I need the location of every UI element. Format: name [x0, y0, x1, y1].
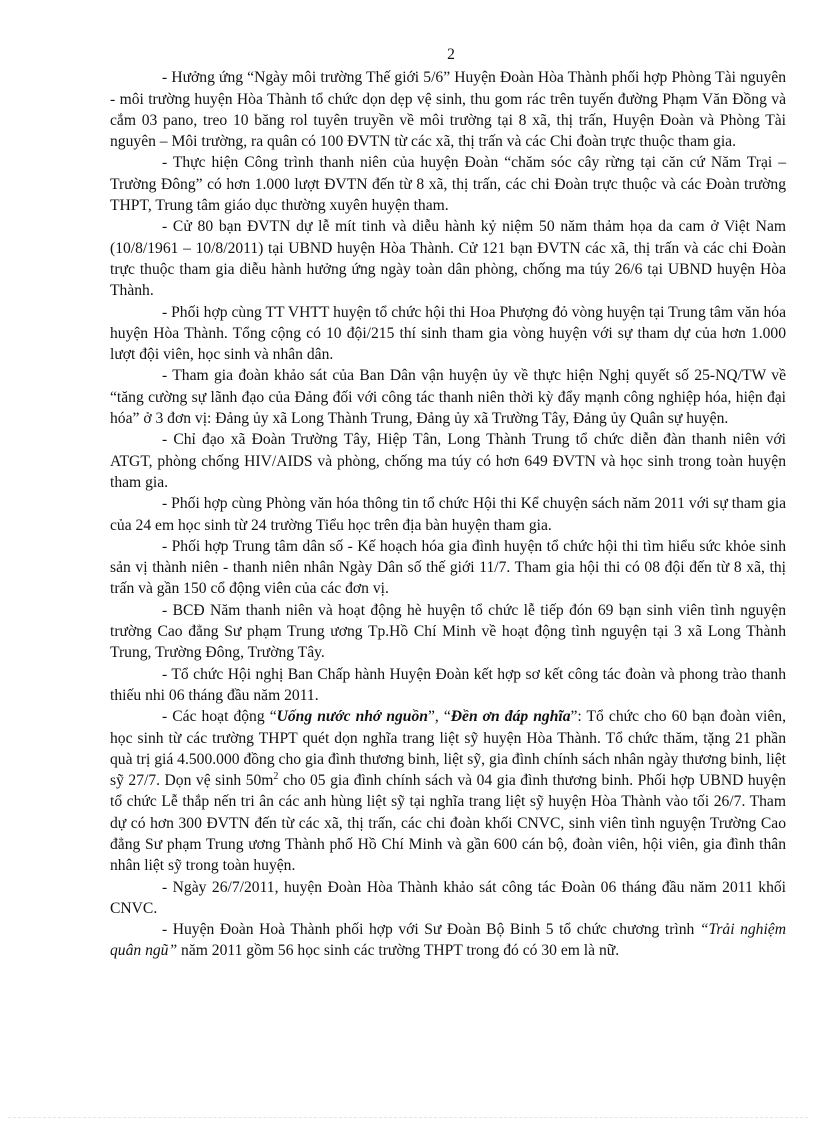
page-bottom-divider	[8, 1117, 808, 1118]
gratitude-text-1: Tổ chức cho 60 bạn đoàn viên, học sinh từ các trường THPT quét dọn nghĩa trang liệt sỹ huyện Hòa Thành. Tổ chức thăm, tặng 21 phần quà trị giá 4.500.000 đồng cho gia đình thương binh, liệt sỹ, gia đình chính sách nhân ngày thương binh, liệt sỹ 27/7. Dọn vệ sinh 50m	[110, 708, 786, 790]
gratitude-text-2: cho 05 gia đình chính sách và 04 gia đình thương binh. Phối hợp UBND huyện tổ chức Lễ thắp nến tri ân các anh hùng liệt sỹ tại nghĩa trang liệt sỹ huyện Hòa Thành vào tối 26/7. Tham dự có hơn 300 ĐVTN đến từ các xã, thị trấn, các chi đoàn khối CNVC, sinh viên tình nguyện Trường Cao đẳng Sư phạm Trung ương Thành phố Hồ Chí Minh và gần 600 cán bộ, đoàn viên, hội viên, gia đình thân nhân liệt sỹ trong toàn huyện.	[110, 772, 786, 875]
paragraph-forest-care: - Thực hiện Công trình thanh niên của huyện Đoàn “chăm sóc cây rừng tại căn cứ Năm Trại – Trường Đông” có hơn 1.000 lượt ĐVTN đến từ 8 xã, thị trấn, các chi Đoàn trực thuộc và các Đoàn trường THPT, Trung tâm giáo dục thường xuyên huyện tham.	[110, 154, 786, 215]
paragraph-population-contest: - Phối hợp Trung tâm dân số - Kế hoạch hóa gia đình huyện tổ chức hội thi tìm hiểu sức khỏe sinh sản vị thành niên - thanh niên nhân Ngày Dân số thế giới 11/7. Tham gia hội thi có 08 đội đến từ 8 xã, thị trấn và gần 150 cổ động viên của các đơn vị.	[110, 537, 786, 598]
gratitude-title-1: Uống nước nhớ nguồn	[276, 708, 428, 726]
paragraph-military-program	[110, 919, 786, 962]
paragraph-environment-day: - Hưởng ứng “Ngày môi trường Thế giới 5/6” Huyện Đoàn Hòa Thành phối hợp Phòng Tài nguyên - môi trường huyện Hòa Thành tổ chức dọn dẹp vệ sinh, thu gom rác trên tuyến đường Phạm Văn Đồng và cắm 03 pano, treo 10 băng rol tuyên truyền về môi trường tại 8 xã, thị trấn, Huyện Đoàn và Phòng Tài nguyên – Môi trường, ra quân có 100 ĐVTN từ các xã, thị trấn và các Chi đoàn trực thuộc tham gia.	[110, 69, 786, 151]
document-page	[110, 44, 786, 962]
gratitude-prefix: - Các hoạt động “	[162, 708, 277, 726]
gratitude-superscript: 2	[273, 770, 279, 782]
paragraph-executive-meeting: - Tổ chức Hội nghị Ban Chấp hành Huyện Đoàn kết hợp sơ kết công tác đoàn và phong trào thanh thiếu nhi 06 tháng đầu năm 2011.	[110, 665, 786, 704]
paragraph-volunteer-students: - BCĐ Năm thanh niên và hoạt động hè huyện tổ chức lễ tiếp đón 69 bạn sinh viên tình nguyện trường Cao đẳng Sư phạm Trung ương Tp.Hồ Chí Minh về hoạt động tình nguyện tại 3 xã Long Thành Trung, Trường Đông, Trường Tây.	[110, 601, 786, 662]
military-text-1: - Huyện Đoàn Hoà Thành phối hợp với Sư Đoàn Bộ Binh 5 tổ chức chương trình	[162, 921, 700, 939]
gratitude-suffix: ”:	[570, 708, 587, 726]
paragraph-agent-orange: - Cử 80 bạn ĐVTN dự lễ mít tinh và diễu hành kỷ niệm 50 năm thảm họa da cam ở Việt Nam (10/8/1961 – 10/8/2011) tại UBND huyện Hòa Thành. Cử 121 bạn ĐVTN các xã, thị trấn và các chi Đoàn trực thuộc tham gia diễu hành hưởng ứng ngày toàn dân phòng, chống ma túy 26/6 tại UBND huyện Hòa Thành.	[110, 218, 786, 300]
paragraph-youth-forum: - Chỉ đạo xã Đoàn Trường Tây, Hiệp Tân, Long Thành Trung tổ chức diễn đàn thanh niên với ATGT, phòng chống HIV/AIDS và phòng, chống ma túy có hơn 649 ĐVTN và học sinh trong toàn huyện tham gia.	[110, 431, 786, 491]
paragraph-gratitude-activities	[110, 706, 786, 876]
military-text-2: năm 2011 gồm 56 học sinh các trường THPT trong đó có 30 em là nữ.	[177, 942, 620, 960]
paragraph-cnvc-survey: - Ngày 26/7/2011, huyện Đoàn Hòa Thành khảo sát công tác Đoàn 06 tháng đầu năm 2011 khối CNVC.	[110, 878, 786, 917]
paragraph-storytelling-contest: - Phối hợp cùng Phòng văn hóa thông tin tổ chức Hội thi Kể chuyện sách năm 2011 với sự tham gia của 24 em học sinh từ 24 trường Tiểu học trên địa bàn huyện tham gia.	[110, 495, 786, 534]
gratitude-title-2: Đền ơn đáp nghĩa	[450, 708, 571, 726]
paragraph-red-flamboyant-contest: - Phối hợp cùng TT VHTT huyện tổ chức hội thi Hoa Phượng đỏ vòng huyện tại Trung tâm văn hóa huyện Hòa Thành. Tổng cộng có 10 đội/215 thí sinh tham gia vòng huyện với sự tham dự của hơn 1.000 lượt đội viên, học sinh và nhân dân.	[110, 303, 786, 364]
military-program-name: “Trải nghiệm quân ngũ”	[110, 921, 786, 960]
page-number: 2	[447, 46, 455, 63]
gratitude-mid: ”, “	[427, 708, 451, 726]
paragraph-survey-resolution: - Tham gia đoàn khảo sát của Ban Dân vận huyện ủy về thực hiện Nghị quyết số 25-NQ/TW về “tăng cường sự lãnh đạo của Đảng đối với công tác thanh niên thời kỳ đẩy mạnh công nghiệp hóa, hiện đại hóa” ở 3 đơn vị: Đảng ủy xã Long Thành Trung, Đảng ủy xã Trường Tây, Đảng ủy Quân sự huyện.	[110, 367, 786, 428]
